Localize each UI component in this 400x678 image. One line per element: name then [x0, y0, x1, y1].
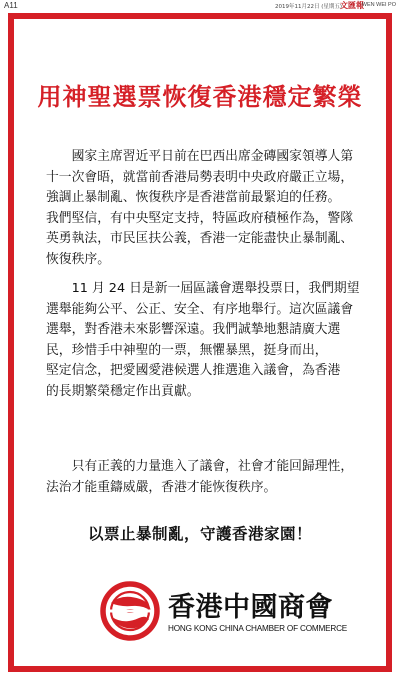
- organization-name-en: HONG KONG CHINA CHAMBER OF COMMERCE: [168, 624, 348, 633]
- issue-date: 2019年11月22日 (星期五): [274, 4, 342, 10]
- paragraph-line: 選舉能夠公平、公正、安全、有序地舉行。這次區議會: [46, 301, 354, 317]
- paragraph-line: 我們堅信，有中央堅定支持，特區政府積極作為，警隊: [46, 210, 354, 226]
- organization-logo: [100, 579, 348, 649]
- paragraph-1: [46, 147, 358, 270]
- paragraph-line: 11 月 24 日是新一屆區議會選舉投票日，我們期望: [46, 281, 360, 296]
- paragraph-2: [46, 279, 358, 402]
- paragraph-line: 堅定信念，把愛國愛港候選人推選進入議會，為香港: [46, 363, 341, 378]
- paragraph-line: 英勇執法，市民匡扶公義，香港一定能盡快止暴制亂、: [46, 231, 354, 246]
- organization-name-zh: 香港中國商會: [168, 592, 333, 623]
- newspaper-header: [0, 0, 400, 12]
- paragraph-3: [46, 457, 358, 498]
- paragraph-line: 十一次會晤，就當前香港局勢表明中央政府嚴正立場，: [46, 169, 354, 185]
- paragraph-line: 選舉，對香港未來影響深遠。我們誠摯地懇請廣大選: [46, 322, 341, 337]
- page-number: A11: [4, 1, 18, 10]
- paragraph-line: 法治才能重鑄威嚴，香港才能恢復秩序。: [46, 479, 277, 495]
- advertisement-frame: [8, 13, 392, 672]
- chamber-of-commerce-emblem-icon: [100, 581, 160, 641]
- paragraph-line: 的長期繁榮穩定作出貢獻。: [46, 383, 200, 399]
- advert-slogan: 以票止暴制亂，守護香港家園！: [87, 525, 312, 543]
- paragraph-line: 國家主席習近平日前在巴西出席金磚國家領導人第: [46, 149, 354, 164]
- newspaper-name-en: WEN WEI PO: [361, 2, 396, 8]
- paragraph-line: 強調止暴制亂、恢復秩序是香港當前最緊迫的任務。: [46, 190, 341, 205]
- paragraph-line: 民，珍惜手中神聖的一票，無懼暴黑，挺身而出，: [46, 342, 328, 358]
- advert-headline: 用神聖選票恢復香港穩定繁榮: [37, 83, 363, 111]
- paragraph-line: 只有正義的力量進入了議會，社會才能回歸理性，: [46, 459, 354, 474]
- newspaper-name: 文匯報: [340, 0, 364, 10]
- paragraph-line: 恢復秩序。: [46, 251, 110, 267]
